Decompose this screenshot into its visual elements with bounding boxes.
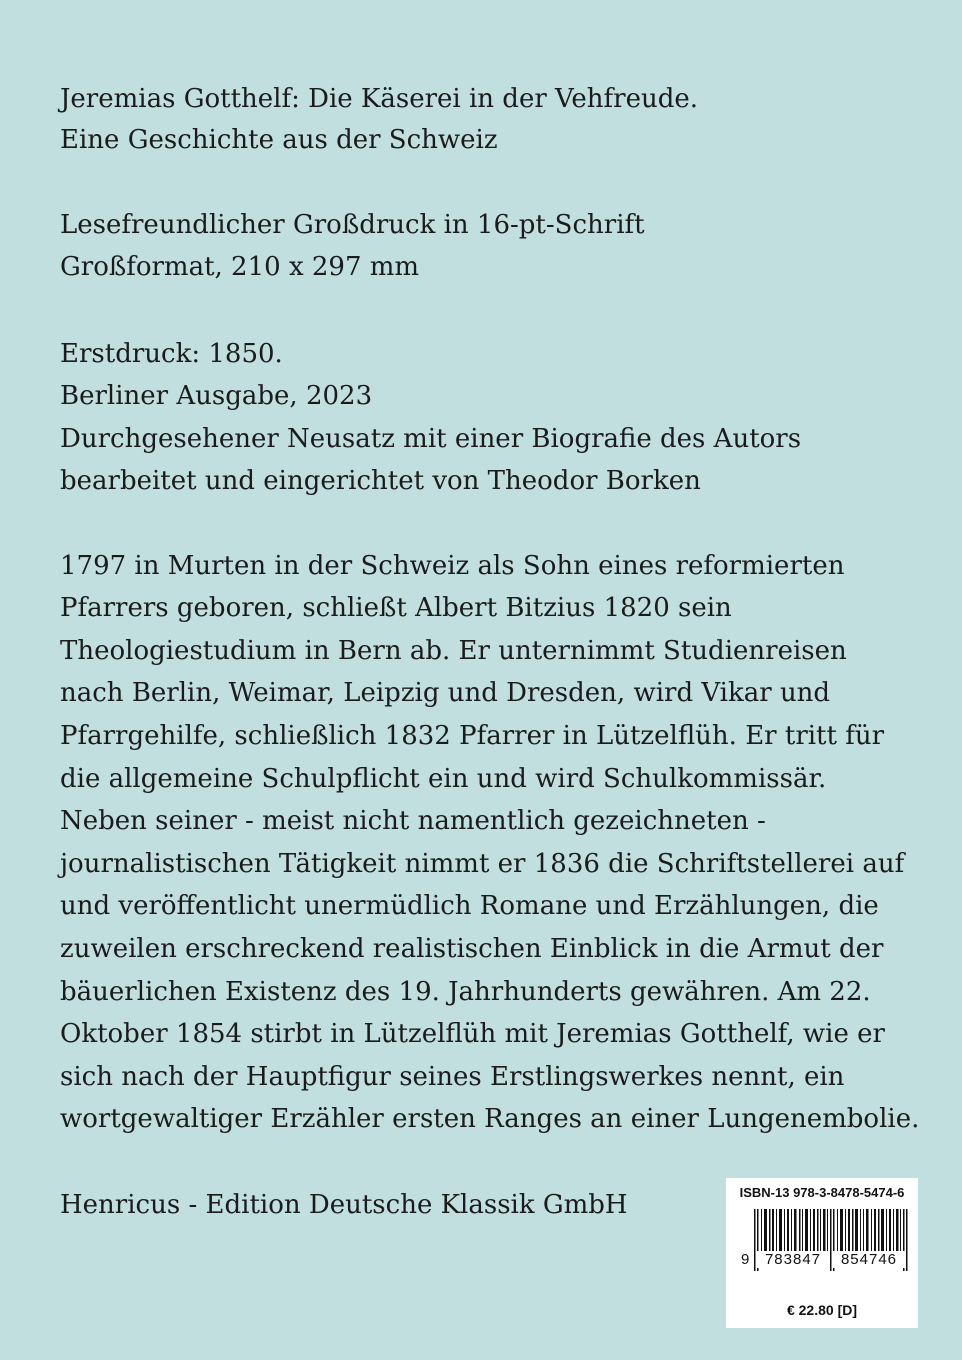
barcode-digits-left: 783847	[757, 1251, 829, 1268]
editor-note: bearbeitet und eingerichtet von Theodor Borken	[60, 466, 701, 496]
isbn-barcode-label	[726, 1178, 918, 1328]
format-info: Lesefreundlicher Großdruck in 16-pt-Schrift	[60, 210, 645, 240]
book-subtitle: Eine Geschichte aus der Schweiz	[60, 125, 498, 155]
bio-line: Theologiestudium in Bern ab. Er unternimmt Studienreisen	[60, 636, 847, 666]
publisher-name: Henricus - Edition Deutsche Klassik GmbH	[60, 1190, 628, 1220]
isbn-number: ISBN-13 978-3-8478-5474-6	[739, 1185, 905, 1200]
format-size: Großformat, 210 x 297 mm	[60, 252, 420, 282]
price-label: € 22.80 [D]	[786, 1302, 858, 1318]
bio-line: journalistischen Tätigkeit nimmt er 1836 die Schriftstellerei auf	[60, 849, 905, 879]
bio-line: 1797 in Murten in der Schweiz als Sohn eines reformierten	[60, 551, 845, 581]
bio-line: wortgewaltiger Erzähler ersten Ranges an einer Lungenembolie.	[60, 1104, 920, 1134]
bio-line: bäuerlichen Existenz des 19. Jahrhunderts gewähren. Am 22.	[60, 977, 871, 1007]
edition-note: Durchgesehener Neusatz mit einer Biografie des Autors	[60, 424, 802, 454]
bio-line: zuweilen erschreckend realistischen Einblick in die Armut der	[60, 934, 884, 964]
bio-line: Oktober 1854 stirbt in Lützelflüh mit Jeremias Gotthelf, wie er	[60, 1019, 885, 1049]
book-title: Jeremias Gotthelf: Die Käserei in der Vehfreude.	[60, 84, 699, 114]
bio-line: und veröffentlicht unermüdlich Romane und Erzählungen, die	[60, 891, 879, 921]
barcode-digits-right: 854746	[833, 1251, 905, 1268]
first-print: Erstdruck: 1850.	[60, 339, 283, 369]
bio-line: Pfarrgehilfe, schließlich 1832 Pfarrer in Lützelflüh. Er tritt für	[60, 721, 885, 751]
bio-line: sich nach der Hauptfigur seines Erstlingswerkes nennt, ein	[60, 1062, 845, 1092]
bio-line: Neben seiner - meist nicht namentlich gezeichneten -	[60, 806, 766, 836]
bio-line: die allgemeine Schulpflicht ein und wird Schulkommissär.	[60, 764, 827, 794]
bio-line: nach Berlin, Weimar, Leipzig und Dresden, wird Vikar und	[60, 678, 831, 708]
barcode-digit-first: 9	[741, 1251, 750, 1268]
bio-line: Pfarrers geboren, schließt Albert Bitzius 1820 sein	[60, 593, 732, 623]
edition-year: Berliner Ausgabe, 2023	[60, 381, 373, 411]
